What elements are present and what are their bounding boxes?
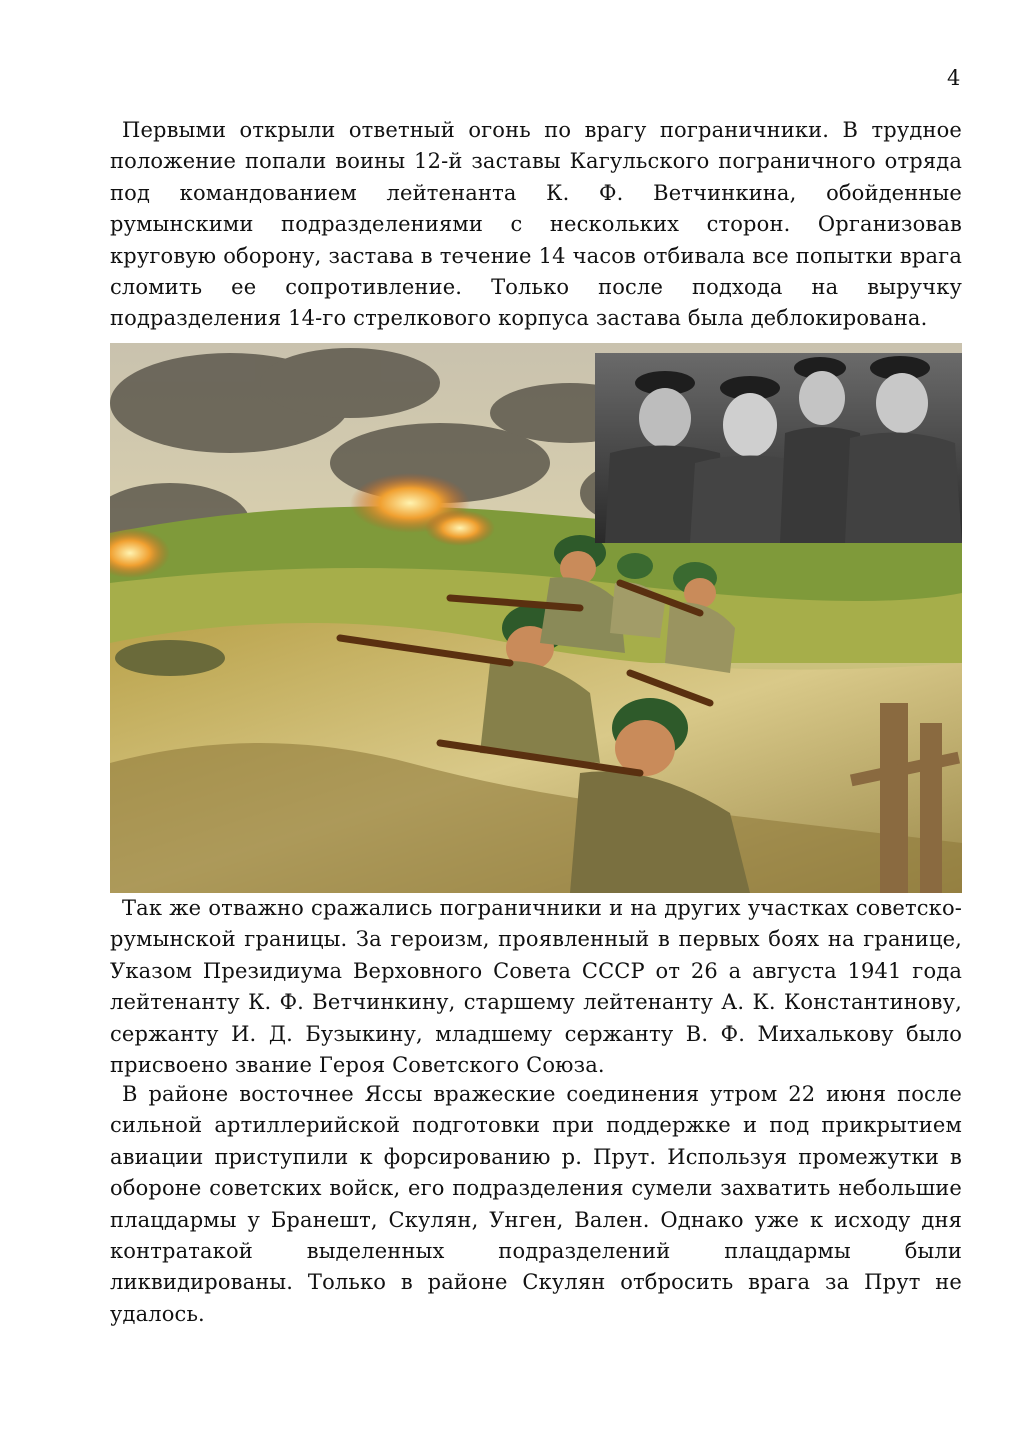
battle-painting-illustration: [110, 343, 962, 893]
paragraph-3: В районе восточнее Яссы вражеские соединения утром 22 июня после сильной артиллерийской подготовки при поддержке и под прикрытием авиации приступили к форсированию р. Прут. Используя промежутки в обороне советских войск, его подразделения сумели захватить небольшие плацдармы у Бранешт, Скулян, Унген, Вален. Однако уже к исходу дня контратакой выделенных подразделений плацдармы были ликвидированы. Только в районе Скулян отбросить врага за Прут не удалось.: [110, 1082, 962, 1326]
paragraph-2: Так же отважно сражались пограничники и на других участках советско-румынской границы. За героизм, проявленный в первых боях на границе, Указом Президиума Верховного Совета СССР от 26 а августа 1941 года лейтенанту К. Ф. Ветчинкину, старшему лейтенанту А. К. Константинову, сержанту И. Д. Бузыкину, младшему сержанту В. Ф. Михалькову было присвоено звание Героя Советского Союза.: [110, 896, 962, 1078]
fallen-soldier: [115, 640, 225, 676]
paragraph-1: Первыми открыли ответный огонь по врагу пограничники. В трудное положение попали воины 12-й заставы Кагульского пограничного отряда под командованием лейтенанта К. Ф. Ветчинкина, обойденные румынскими подразделениями с нескольких сторон. Организовав круговую оборону, застава в течение 14 часов отбивала все попытки врага сломить ее сопротивление. Только после подхода на выручку подразделения 14-го стрелкового корпуса застава была деблокирована.: [110, 118, 962, 331]
officers-photo-inset: [595, 353, 962, 543]
page-number: 4: [947, 66, 961, 90]
